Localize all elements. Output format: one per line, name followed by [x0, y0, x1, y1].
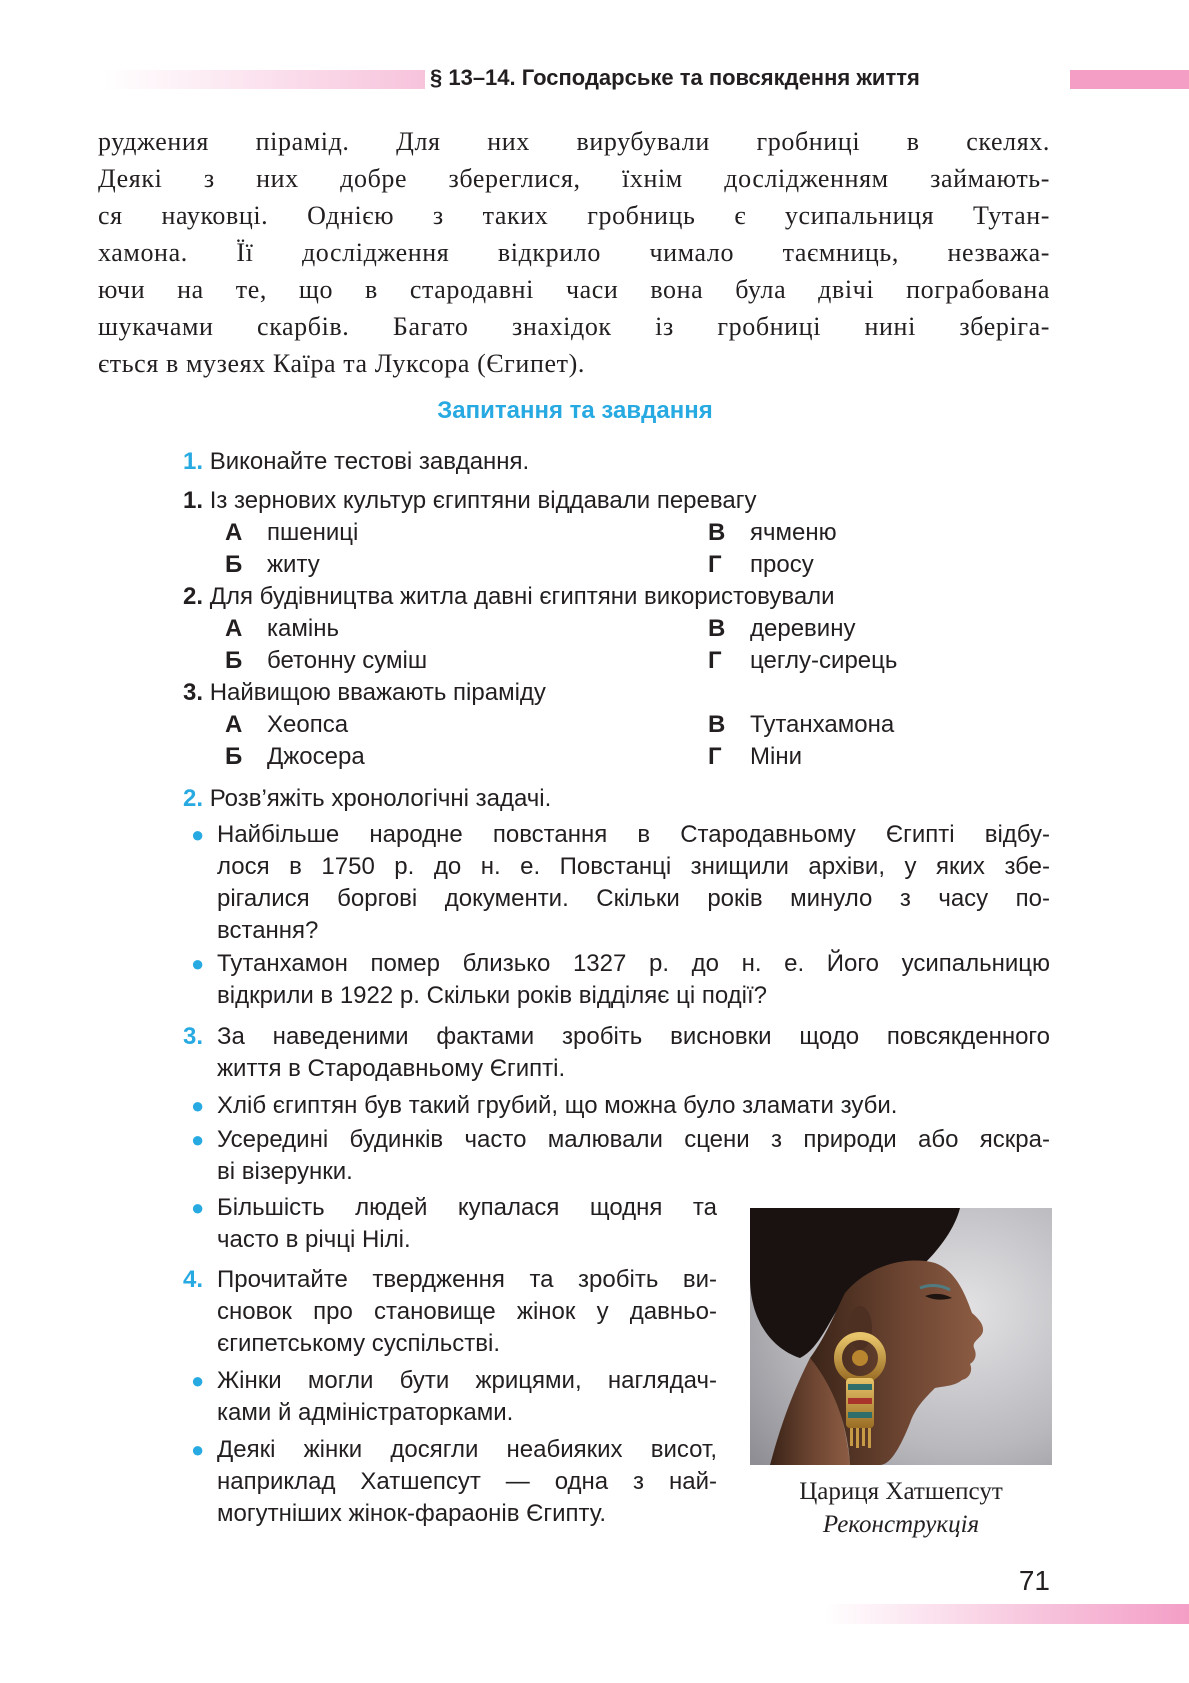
option	[225, 709, 348, 741]
task-line: життя в Стародавньому Єгипті.	[217, 1055, 566, 1082]
task-number: 4.	[183, 1266, 204, 1293]
option-text: камінь	[267, 615, 339, 642]
bullet-line: ками й адміністраторками.	[217, 1399, 514, 1426]
option	[225, 517, 358, 549]
task-text: Виконайте тестові завдання.	[209, 448, 530, 475]
option	[708, 741, 802, 773]
option-text: деревину	[750, 615, 856, 642]
bullet-line: Деякі жінки досягли неабияких висот,	[217, 1436, 717, 1463]
option-letter: Б	[225, 551, 243, 578]
test-text: Найвищою вважають піраміду	[209, 679, 546, 706]
option	[708, 709, 894, 741]
section-title: § 13–14. Господарське та повсякдення життя	[430, 65, 920, 90]
option	[225, 741, 365, 773]
questions-heading: Запитання та завдання	[437, 397, 713, 424]
task-line: Прочитайте твердження та зробіть ви-	[217, 1266, 717, 1293]
task-2	[183, 783, 551, 815]
option-letter: А	[225, 711, 243, 738]
bullet-line: Найбільше народне повстання в Стародавньому Єгипті відбу-	[217, 821, 1050, 848]
bullet-icon: ●	[191, 1437, 205, 1462]
option-text: житу	[267, 551, 320, 578]
bullet-line: встання?	[217, 917, 319, 944]
option-text: пшениці	[267, 519, 359, 546]
bullet-line: ві візерунки.	[217, 1158, 353, 1185]
bullet-line: могутніших жінок-фараонів Єгипту.	[217, 1500, 607, 1527]
option-letter: В	[708, 615, 726, 642]
task-text: Розв’яжіть хронологічні задачі.	[209, 785, 552, 812]
option-letter: А	[225, 519, 243, 546]
footer-band	[825, 1604, 1189, 1624]
header-band-left	[105, 70, 425, 89]
test-number: 2.	[183, 583, 204, 610]
option	[708, 549, 814, 581]
option-letter: Г	[708, 551, 722, 578]
option-letter: А	[225, 615, 243, 642]
bullet-line: наприклад Хатшепсут — одна з най-	[217, 1468, 717, 1495]
test-text: Із зернових культур єгиптяни віддавали перевагу	[209, 487, 757, 514]
paragraph-line: ючи на те, що в стародавні часи вона була двічі пограбована	[98, 275, 1050, 304]
portrait-image	[750, 1208, 1052, 1465]
paragraph-line: руджения пірамід. Для них вирубували гробниці в скелях.	[98, 127, 1050, 156]
bullet-line: Тутанхамон помер близько 1327 р. до н. е. Його усипальницю	[217, 950, 1050, 977]
option-text: ячменю	[750, 519, 837, 546]
paragraph-line: хамона. Її дослідження відкрило чимало таємниць, незважа-	[98, 238, 1050, 267]
option-letter: В	[708, 711, 726, 738]
option	[225, 549, 320, 581]
bullet-line: відкрили в 1922 р. Скільки років відділяє ці події?	[217, 982, 768, 1009]
option	[708, 645, 897, 677]
paragraph-line: шукачами скарбів. Багато знахідок із гробниці нині зберіга-	[98, 312, 1050, 341]
task-line: сновок про становище жінок у давньо-	[217, 1298, 717, 1325]
option-letter: Г	[708, 647, 722, 674]
test-text: Для будівництва житла давні єгиптяни використовували	[209, 583, 835, 610]
bullet-line: лося в 1750 р. до н. е. Повстанці знищили архіви, у яких збе-	[217, 853, 1050, 880]
bullet-icon: ●	[191, 822, 205, 847]
bullet-line: рігалися боргові документи. Скільки років минуло з часу по-	[217, 885, 1050, 912]
option-text: бетонну суміш	[267, 647, 428, 674]
bullet-line: Жінки могли бути жрицями, наглядач-	[217, 1367, 717, 1394]
bullet-icon: ●	[191, 1127, 205, 1152]
task-line: єгипетському суспільстві.	[217, 1330, 501, 1357]
test-number: 1.	[183, 487, 204, 514]
option-letter: Г	[708, 743, 722, 770]
option-text: Міни	[750, 743, 802, 770]
option-text: Джосера	[267, 743, 365, 770]
option-letter: Б	[225, 647, 243, 674]
test-question	[183, 485, 756, 517]
bullet-line: Більшість людей купалася щодня та	[217, 1194, 717, 1221]
figure-caption: Цариця Хатшепсут	[799, 1478, 1003, 1505]
bullet-line: часто в річці Нілі.	[217, 1226, 411, 1253]
option	[225, 613, 339, 645]
paragraph-line: ється в музеях Каїра та Луксора (Єгипет).	[98, 349, 585, 378]
option	[225, 645, 427, 677]
task-1	[183, 446, 529, 478]
bullet-icon: ●	[191, 1368, 205, 1393]
option-text: просу	[750, 551, 814, 578]
bullet-icon: ●	[191, 1093, 205, 1118]
test-number: 3.	[183, 679, 204, 706]
test-question	[183, 581, 835, 613]
paragraph-line: Деякі з них добре збереглися, їхнім дослідженням займають-	[98, 164, 1050, 193]
test-question	[183, 677, 546, 709]
option-letter: В	[708, 519, 726, 546]
bullet-icon: ●	[191, 1195, 205, 1220]
option-text: Хеопса	[267, 711, 349, 738]
option-text: Тутанхамона	[750, 711, 895, 738]
bullet-line: Усередині будинків часто малювали сцени з природи або яскра-	[217, 1126, 1050, 1153]
option	[708, 517, 837, 549]
paragraph-line: ся науковці. Однією з таких гробниць є усипальниця Тутан-	[98, 201, 1050, 230]
bullet-line: Хліб єгиптян був такий грубий, що можна було зламати зуби.	[217, 1092, 898, 1119]
bullet-icon: ●	[191, 951, 205, 976]
task-number: 2.	[183, 785, 204, 812]
page-number: 71	[1018, 1565, 1050, 1596]
option-letter: Б	[225, 743, 243, 770]
figure-subcaption: Реконструкція	[822, 1511, 980, 1538]
header-band-right	[1070, 70, 1189, 89]
task-number: 1.	[183, 448, 204, 475]
option-text: цеглу-сирець	[750, 647, 898, 674]
option	[708, 613, 855, 645]
task-line: За наведеними фактами зробіть висновки щодо повсякденного	[217, 1023, 1050, 1050]
task-number: 3.	[183, 1023, 204, 1050]
